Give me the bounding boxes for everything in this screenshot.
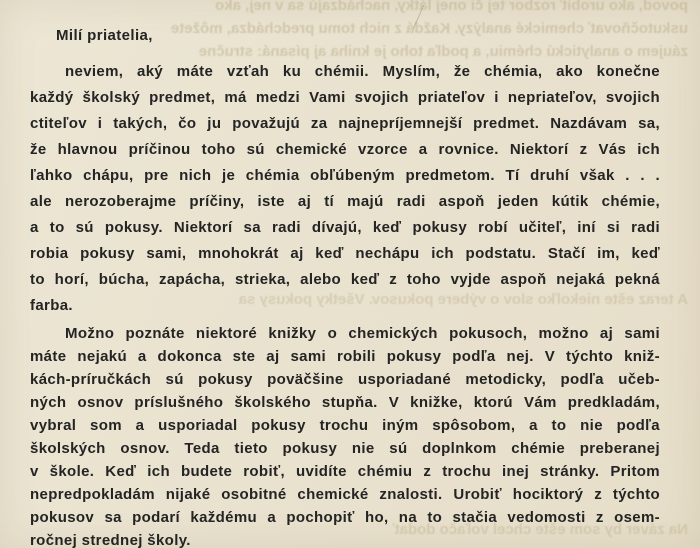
text-line: v škole. Keď ich budete robiť, uvidíte chémiu z trochu inej stránky. Pritom xyxy=(30,463,660,480)
text-line: kách-príručkách sú pokusy poväčšine usporiadané metodicky, podľa učeb- xyxy=(30,371,660,388)
text-line: Možno poznáte niektoré knižky o chemických pokusoch, možno aj sami xyxy=(65,325,660,342)
bleedthrough-line: uskutočňovať chemické analýzy. Každá z nich tomu predchádza, môžete xyxy=(170,20,688,37)
text-line: neviem, aký máte vzťah ku chémii. Myslím, že chémia, ako konečne xyxy=(65,63,660,80)
salutation: Milí priatelia, xyxy=(56,27,153,44)
text-line: ných osnov príslušného školského stupňa. V knižke, ktorú Vám predkladám, xyxy=(30,394,660,411)
text-line: farba. xyxy=(30,297,73,314)
text-line: ročnej strednej školy. xyxy=(30,532,191,548)
text-line: pokusov sa podarí každému a pochopiť ho, na to stačia vedomosti z osem- xyxy=(30,509,660,526)
bleedthrough-line: záujem o analytickú chémiu, a podľa toho je kniha aj písaná: stručne xyxy=(198,43,688,60)
bleedthrough-line: Na záver by som ešte chcel voľačo dodať xyxy=(392,521,688,538)
text-line: ľahko chápu, pre nich je chémia obľúbeným predmetom. Tí druhí však . . . xyxy=(30,167,660,184)
text-line: vybral som a usporiadal pokusy trochu iným spôsobom, a to nie podľa xyxy=(30,417,660,434)
text-line: každý školský predmet, má medzi Vami svojich priateľov i nepriateľov, svojich xyxy=(30,89,660,106)
bleedthrough-line: A teraz ešte niekoľko slov o výbere pokusov. Všetky pokusy sa xyxy=(238,291,688,308)
text-line: nepredpokladám nijaké osobitné chemické znalosti. Urobiť hociktorý z týchto xyxy=(30,486,660,503)
text-line: a to sú pokusy. Niektorí sa radi dívajú, keď pokusy robí učiteľ, iní si radi xyxy=(30,219,660,236)
paragraph-1 xyxy=(30,59,660,319)
paragraph-2 xyxy=(30,322,660,548)
text-line: ctiteľov i takých, čo ju považujú za najnepríjemnejší predmet. Nazdávam sa, xyxy=(30,115,660,132)
text-line: to horí, búcha, zapácha, strieka, alebo keď z toho vyjde aspoň nejaká pekná xyxy=(30,271,660,288)
text-line: robia pokusy sami, mnohokrát aj keď nechápu ich podstatu. Stačí im, keď xyxy=(30,245,660,262)
text-line: školských osnov. Teda tieto pokusy nie sú doplnkom chémie preberanej xyxy=(30,440,660,457)
text-line: ale nerozoberajme príčiny, iste aj tí majú radi aspoň jeden kútik chémie, xyxy=(30,193,660,210)
text-line: že hlavnou príčinou toho sú chemické vzorce a rovnice. Niektorí z Vás ich xyxy=(30,141,660,158)
bleedthrough-line: povod, ako urobiť rozbor tej či onej látky, nachádzajú sa v nej, ako xyxy=(215,0,688,14)
text-line: máte nejakú a dokonca ste aj sami robili pokusy podľa nej. V týchto kniž- xyxy=(30,348,660,365)
